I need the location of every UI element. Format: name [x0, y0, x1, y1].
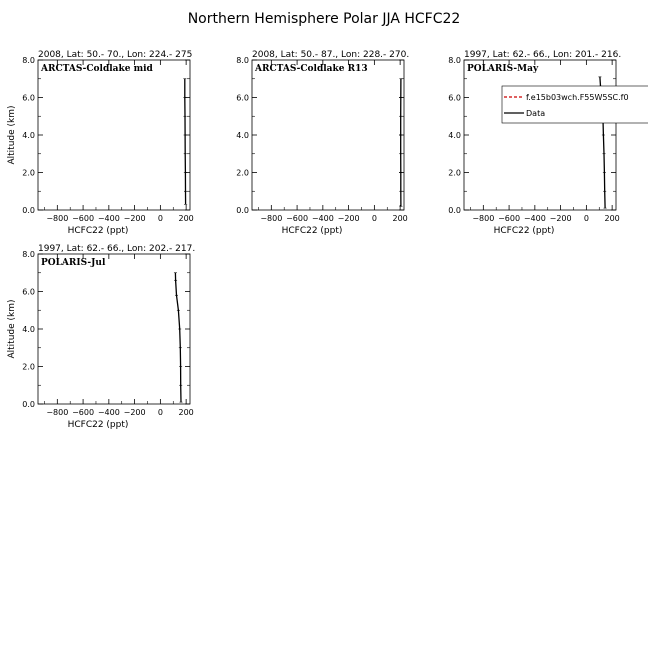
x-tick-label: −600 [286, 214, 309, 223]
x-tick-label: 0 [371, 214, 377, 223]
x-tick-label: −400 [97, 408, 120, 417]
y-tick-label: 0.0 [448, 206, 461, 215]
x-tick-label: −800 [46, 214, 69, 223]
plot-frame [38, 60, 190, 210]
y-tick-label: 0.0 [22, 400, 35, 409]
x-tick-label: −200 [549, 214, 572, 223]
y-tick-label: 4.0 [22, 131, 35, 140]
y-tick-label: 4.0 [22, 325, 35, 334]
y-tick-label: 8.0 [22, 56, 35, 65]
plot-frame [38, 254, 190, 404]
chart-panel-1 [7, 50, 194, 236]
x-axis-label: HCFC22 (ppt) [67, 420, 129, 430]
x-tick-label: 0 [157, 214, 163, 223]
legend-box [502, 86, 648, 123]
panel-header: 2008, Lat: 50.- 87., Lon: 228.- 270. [252, 50, 410, 60]
x-tick-label: −800 [260, 214, 283, 223]
y-tick-label: 6.0 [448, 93, 461, 103]
x-tick-label: −800 [46, 408, 69, 417]
x-tick-label: −400 [523, 214, 546, 223]
y-tick-label: 8.0 [448, 56, 461, 65]
y-tick-label: 6.0 [22, 287, 35, 297]
x-tick-label: −600 [72, 408, 95, 417]
y-tick-label: 2.0 [22, 168, 35, 178]
panel-header: 1997, Lat: 62.- 66., Lon: 202.- 217. [38, 244, 196, 254]
plot-frame [464, 60, 616, 210]
figure-title: Northern Hemisphere Polar JJA HCFC22 [187, 11, 461, 27]
y-tick-label: 2.0 [236, 168, 249, 178]
chart-panel-3 [448, 50, 621, 236]
y-tick-label: 0.0 [22, 206, 35, 215]
x-axis-label: HCFC22 (ppt) [493, 226, 555, 236]
chart-panel-2 [236, 50, 409, 236]
x-tick-label: 200 [178, 214, 194, 223]
y-tick-label: 2.0 [22, 362, 35, 372]
panel-label: ARCTAS-Coldlake mid [41, 64, 153, 74]
series-line-data [175, 273, 181, 402]
panels-group [7, 50, 648, 430]
chart-panel-4 [7, 244, 195, 430]
y-tick-label: 6.0 [236, 93, 249, 103]
panel-label: POLARIS-May [467, 64, 539, 74]
x-tick-label: −200 [337, 214, 360, 223]
x-tick-label: −600 [498, 214, 521, 223]
y-tick-label: 4.0 [236, 131, 249, 140]
x-tick-label: −800 [472, 214, 495, 223]
x-tick-label: 200 [178, 408, 194, 417]
x-axis-label: HCFC22 (ppt) [281, 226, 343, 236]
x-tick-label: −400 [97, 214, 120, 223]
y-axis-label: Altitude (km) [7, 105, 17, 165]
y-tick-label: 2.0 [448, 168, 461, 178]
x-tick-label: 0 [583, 214, 589, 223]
x-tick-label: 200 [604, 214, 620, 223]
y-tick-label: 0.0 [236, 206, 249, 215]
x-tick-label: −200 [123, 408, 146, 417]
x-tick-label: −600 [72, 214, 95, 223]
y-tick-label: 8.0 [236, 56, 249, 65]
y-tick-label: 6.0 [22, 93, 35, 103]
x-tick-label: 200 [392, 214, 408, 223]
panel-header: 2008, Lat: 50.- 70., Lon: 224.- 275 [38, 50, 193, 60]
x-tick-label: −400 [311, 214, 334, 223]
legend-entry-2: Data [526, 109, 546, 118]
x-tick-label: −200 [123, 214, 146, 223]
x-axis-label: HCFC22 (ppt) [67, 226, 129, 236]
y-tick-label: 8.0 [22, 250, 35, 259]
panel-label: POLARIS-Jul [41, 258, 106, 268]
y-tick-label: 4.0 [448, 131, 461, 140]
legend [502, 86, 648, 123]
panel-label: ARCTAS-Coldlake R13 [255, 64, 368, 74]
panel-header: 1997, Lat: 62.- 66., Lon: 201.- 216. [464, 50, 622, 60]
legend-entry-1: f.e15b03wch.F55W5SC.f0 [526, 93, 629, 102]
plot-frame [252, 60, 404, 210]
y-axis-label: Altitude (km) [7, 299, 17, 359]
x-tick-label: 0 [157, 408, 163, 417]
